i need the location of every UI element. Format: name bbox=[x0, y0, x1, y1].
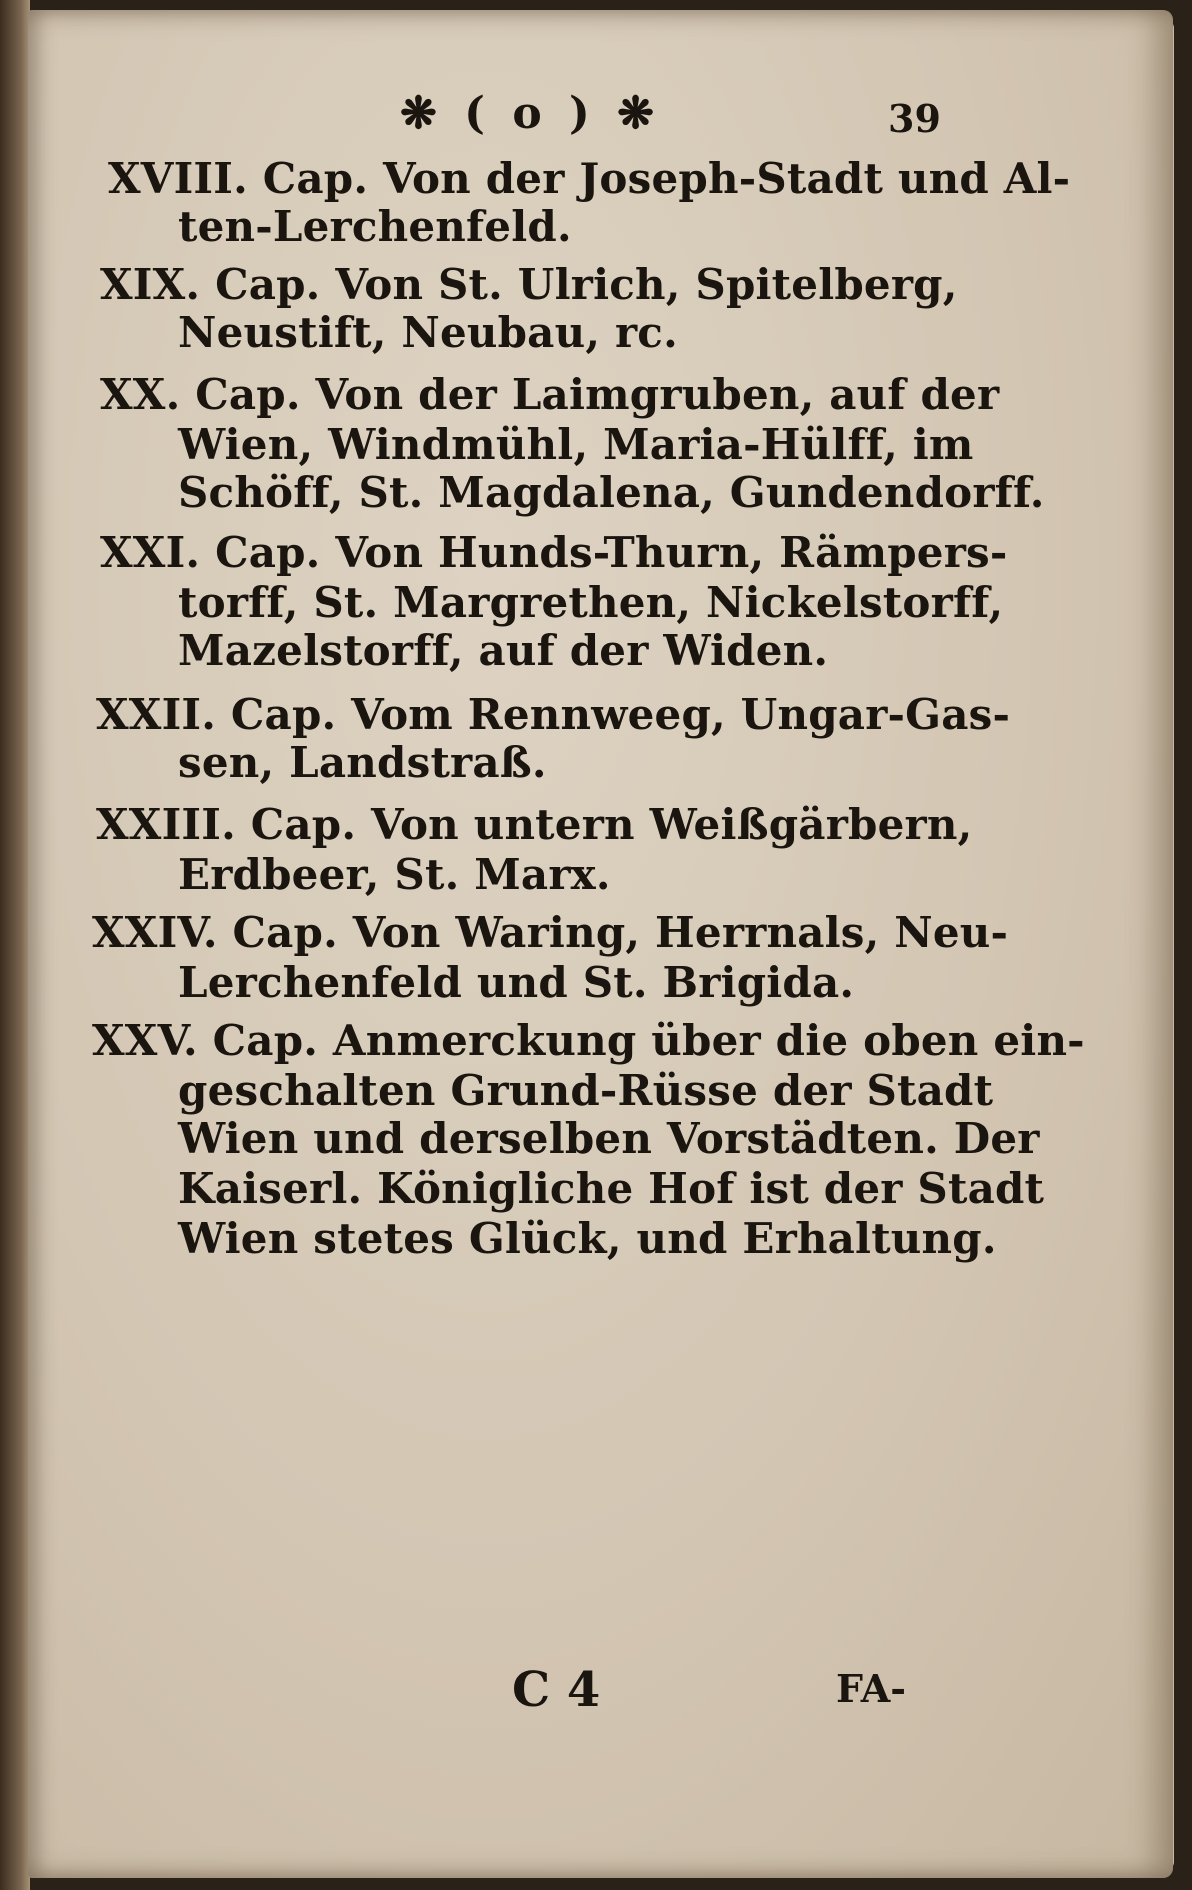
toc-line: torff, St. Margrethen, Nickelstorff, bbox=[178, 578, 1004, 627]
toc-line: XXV. Cap. Anmerckung über die oben ein- bbox=[92, 1016, 1085, 1065]
toc-line: Schöff, St. Magdalena, Gundendorff. bbox=[178, 468, 1045, 517]
toc-line: Mazelstorff, auf der Widen. bbox=[178, 626, 829, 675]
signature-mark: C 4 bbox=[512, 1662, 601, 1718]
catchword: FA- bbox=[836, 1666, 907, 1711]
page-number: 39 bbox=[888, 96, 941, 141]
toc-line: Wien und derselben Vorstädten. Der bbox=[178, 1114, 1040, 1163]
toc-line: XXII. Cap. Vom Rennweeg, Ungar-Gas- bbox=[96, 690, 1011, 739]
toc-line: XIX. Cap. Von St. Ulrich, Spitelberg, bbox=[100, 260, 958, 309]
toc-line: Wien stetes Glück, und Erhaltung. bbox=[178, 1214, 997, 1263]
toc-line: XVIII. Cap. Von der Joseph-Stadt und Al- bbox=[108, 154, 1071, 203]
toc-line: XXIV. Cap. Von Waring, Herrnals, Neu- bbox=[92, 908, 1009, 957]
toc-line: XXIII. Cap. Von untern Weißgärbern, bbox=[96, 800, 973, 849]
toc-line: Wien, Windmühl, Maria-Hülff, im bbox=[178, 420, 974, 469]
toc-line: Lerchenfeld und St. Brigida. bbox=[178, 958, 855, 1007]
toc-line: sen, Landstraß. bbox=[178, 738, 547, 787]
toc-line: geschalten Grund-Rüsse der Stadt bbox=[178, 1066, 994, 1115]
toc-line: Kaiserl. Königliche Hof ist der Stadt bbox=[178, 1164, 1045, 1213]
toc-line: XX. Cap. Von der Laimgruben, auf der bbox=[100, 370, 1000, 419]
header-ornament: ❋ ( o ) ❋ bbox=[400, 88, 660, 139]
toc-line: ten-Lerchenfeld. bbox=[178, 202, 572, 251]
toc-line: Erdbeer, St. Marx. bbox=[178, 850, 611, 899]
toc-line: XXI. Cap. Von Hunds-Thurn, Rämpers- bbox=[100, 528, 1008, 577]
toc-line: Neustift, Neubau, rc. bbox=[178, 308, 678, 357]
